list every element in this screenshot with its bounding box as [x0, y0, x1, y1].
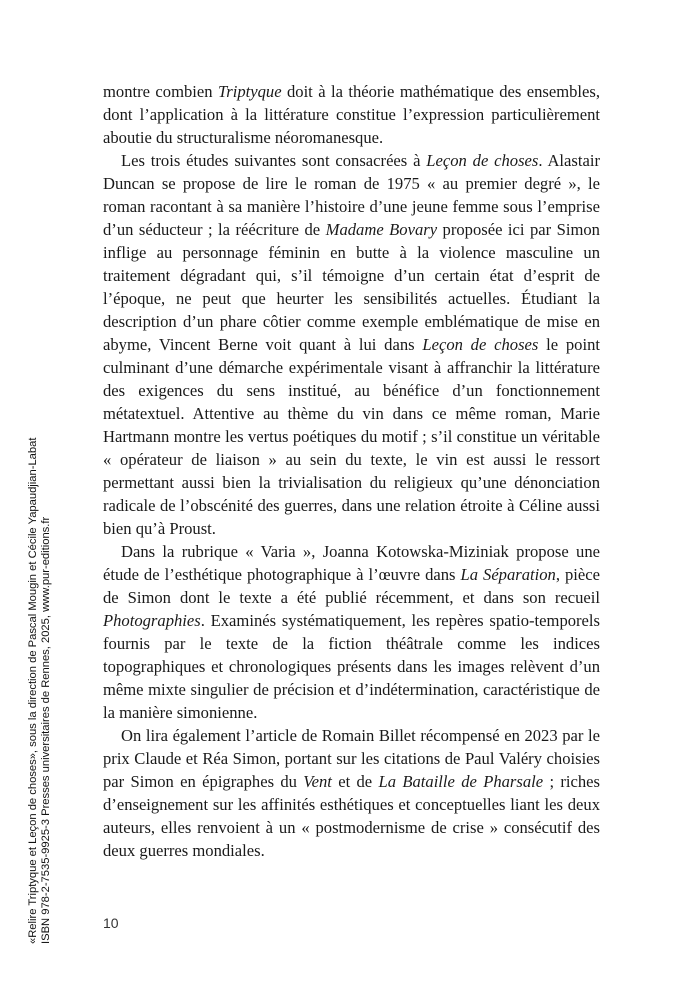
sidebar-line-1: «Relire Triptyque et Leçon de choses», sous la direction de Pascal Mougin et Cécile Yapaudjian-Labat — [27, 437, 39, 944]
paragraph-2: Les trois études suivantes sont consacrées à Leçon de choses. Alastair Duncan se propose de lire le roman de 1975 « au premier degré », le roman racontant à sa manière l’histoire d’une jeune femme sous l’emprise d’un séducteur ; la réécriture de Madame Bovary proposée ici par Simon inflige au personnage féminin en butte à la violence masculine un traitement dégradant qui, s’il témoigne d’un certain état d’esprit de l’époque, ne peut que heurter les sensibilités actuelles. Étudiant la description d’un phare côtier comme exemple emblématique de mise en abyme, Vincent Berne voit quant à lui dans Leçon de choses le point culminant d’une démarche expérimentale visant à affranchir la littérature des exigences du sens institué, au bénéfice d’un fonctionnement métatextuel. Attentive au thème du vin dans ce même roman, Marie Hartmann montre les vertus poétiques du motif ; s’il constitue un véritable « opérateur de liaison » au sein du texte, le vin est aussi le ressort permettant aussi bien la trivialisation du religieux qu’une dénonciation radicale de l’obscénité des guerres, dans une relation étroite à Céline aussi bien qu’à Proust. — [103, 151, 600, 538]
body-text — [103, 80, 600, 862]
paragraph-1: montre combien Triptyque doit à la théorie mathématique des ensembles, dont l’application à la littérature constitue l’expression particulièrement aboutie du structuralisme néoromanesque. — [103, 82, 601, 147]
sidebar-line-2: ISBN 978-2-7535-9925-3 Presses universitaires de Rennes, 2025, www.pur-editions.fr — [39, 516, 52, 944]
paragraph-3: Dans la rubrique « Varia », Joanna Kotowska-Miziniak propose une étude de l’esthétique photographique à l’œuvre dans La Séparation, pièce de Simon dont le texte a été publié récemment, et dans son recueil Photographies. Examinés systématiquement, les repères spatio-temporels fournis par le texte de la fiction théâtrale comme les indices topographiques et chronologiques présents dans les images relèvent d’un même mixte singulier de précision et d’indétermination, caractéristique de la manière simonienne. — [103, 542, 600, 722]
copyright-sidebar — [27, 438, 53, 944]
paragraph-4: On lira également l’article de Romain Billet récompensé en 2023 par le prix Claude et Réa Simon, portant sur les citations de Paul Valéry choisies par Simon en épigraphes du Vent et de La Bataille de Pharsale ; riches d’enseignement sur les affinités esthétiques et conceptuelles liant les deux auteurs, elles renvoient à un « postmodernisme de crise » consécutif des deux guerres mondiales. — [103, 726, 601, 860]
page-number: 10 — [103, 915, 119, 931]
